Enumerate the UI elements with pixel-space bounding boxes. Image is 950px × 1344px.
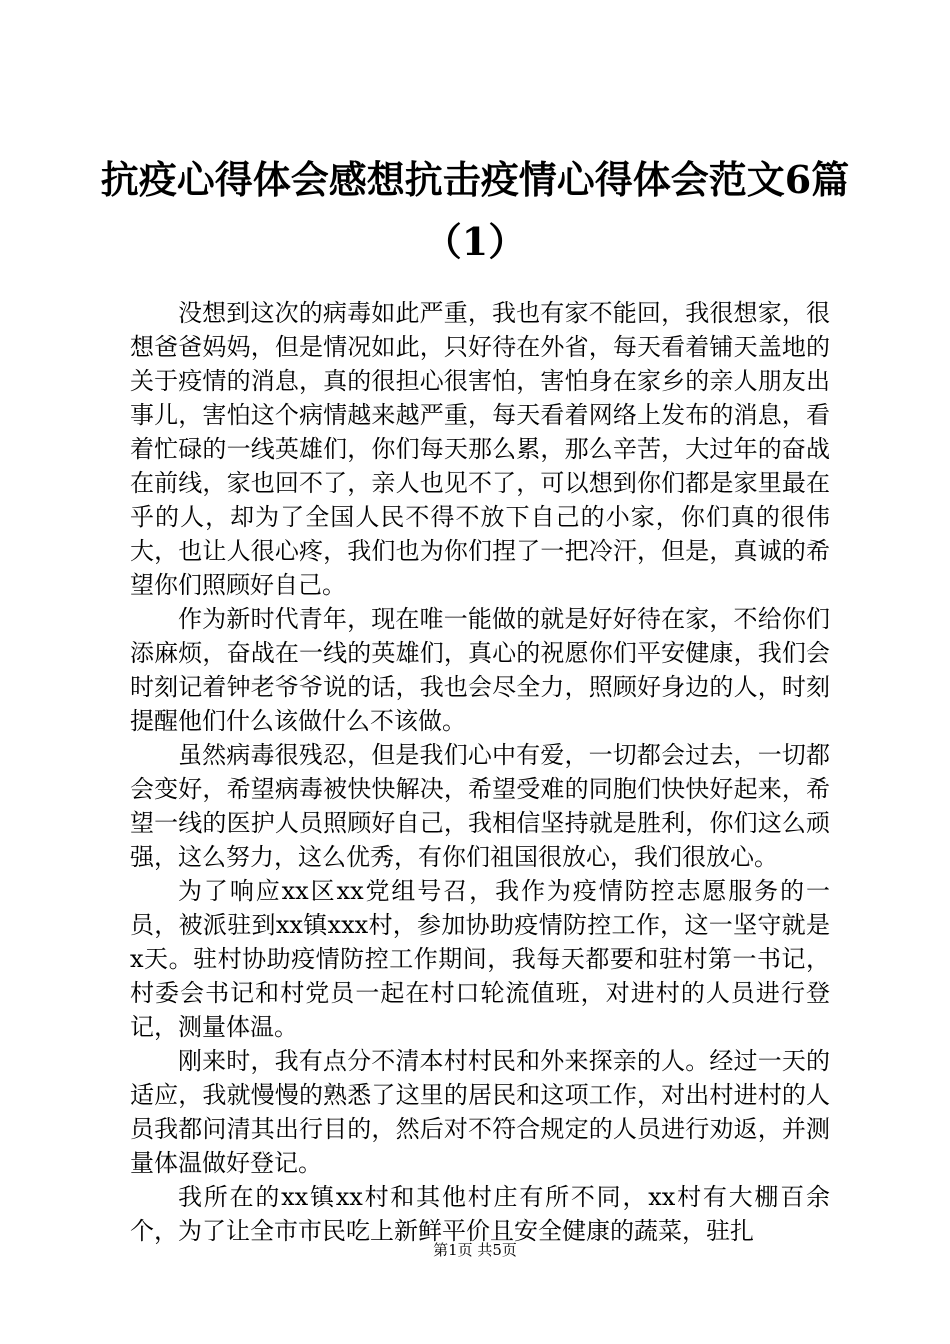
document-title — [100, 152, 850, 270]
title-line-2: （1） — [423, 219, 527, 264]
paragraph: 我所在的xx镇xx村和其他村庄有所不同，xx村有大棚百余个，为了让全市市民吃上新鲜平价且安全健康的蔬菜，驻扎 — [130, 1183, 830, 1245]
paragraph: 为了响应xx区xx党组号召，我作为疫情防控志愿服务的一员，被派驻到xx镇xxx村，参加协助疫情防控工作，这一坚守就是x天。驻村协助疫情防控工作期间，我每天都要和驻村第一书记，村委会书记和村党员一起在村口轮流值班，对进村的人员进行登记，测量体温。 — [130, 877, 830, 1041]
title-line-1: 抗疫心得体会感想抗击疫情心得体会范文6篇 — [100, 157, 850, 202]
paragraph: 作为新时代青年，现在唯一能做的就是好好待在家，不给你们添麻烦，奋战在一线的英雄们，真心的祝愿你们平安健康，我们会时刻记着钟老爷爷说的话，我也会尽全力，照顾好身边的人，时刻提醒他们什么该做什么不该做。 — [130, 605, 830, 735]
page-number: 第1页 共5页 — [433, 1241, 517, 1259]
page-footer — [0, 1240, 950, 1260]
document-body — [130, 296, 830, 1248]
paragraph: 虽然病毒很残忍，但是我们心中有爱，一切都会过去，一切都会变好，希望病毒被快快解决，希望受难的同胞们快快好起来，希望一线的医护人员照顾好自己，我相信坚持就是胜利，你们这么顽强，这么努力，这么优秀，有你们祖国很放心，我们很放心。 — [130, 741, 830, 871]
paragraph: 没想到这次的病毒如此严重，我也有家不能回，我很想家，很想爸爸妈妈，但是情况如此，只好待在外省，每天看着铺天盖地的关于疫情的消息，真的很担心很害怕，害怕身在家乡的亲人朋友出事儿，害怕这个病情越来越严重，每天看着网络上发布的消息，看着忙碌的一线英雄们，你们每天那么累，那么辛苦，大过年的奋战在前线，家也回不了，亲人也见不了，可以想到你们都是家里最在乎的人，却为了全国人民不得不放下自己的小家，你们真的很伟大，也让人很心疼，我们也为你们捏了一把冷汗，但是，真诚的希望你们照顾好自己。 — [130, 299, 830, 599]
paragraph: 刚来时，我有点分不清本村村民和外来探亲的人。经过一天的适应，我就慢慢的熟悉了这里的居民和这项工作，对出村进村的人员我都问清其出行目的，然后对不符合规定的人员进行劝返，并测量体温做好登记。 — [130, 1047, 830, 1177]
